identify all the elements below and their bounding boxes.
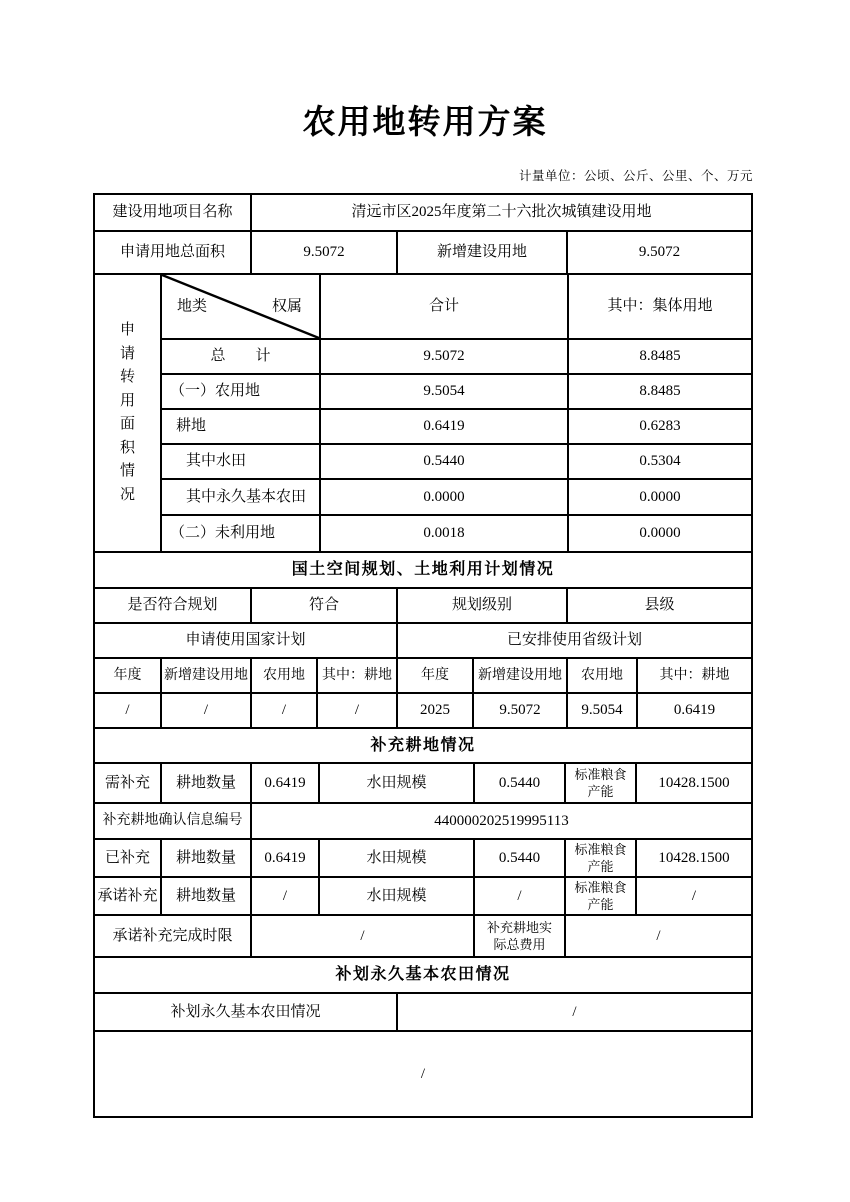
transfer-collective-value: 8.8485 (639, 383, 681, 400)
plan-col-new-land: 新增建设用地 (474, 659, 568, 692)
plan-col-agri: 农用地 (568, 659, 638, 692)
row-project-name (95, 195, 751, 232)
grain-capacity-label: 标准粮食产能 (566, 878, 637, 914)
transfer-row-grand-total (162, 340, 751, 375)
qty-label: 耕地数量 (162, 764, 252, 802)
transfer-total-value: 0.5440 (321, 445, 569, 478)
col-header-collective: 其中：集体用地 (607, 298, 713, 315)
transfer-header-row (162, 275, 751, 340)
transfer-label: （二）未利用地 (162, 516, 321, 551)
document-title: 农用地转用方案 (302, 105, 548, 141)
measurement-unit-note: 计量单位：公顷、公斤、公里、个、万元 (518, 169, 753, 183)
transfer-row-agricultural (162, 375, 751, 410)
transfer-collective-value: 8.8485 (639, 348, 681, 365)
plan-value-new-land: 9.5072 (474, 694, 568, 727)
grain-capacity-label: 标准粮食产能 (566, 840, 637, 876)
plan-value-cultivated: 0.6419 (673, 702, 716, 719)
transfer-total-value: 0.0018 (321, 516, 569, 551)
transfer-label: 其中水田 (162, 445, 321, 478)
confirm-number-label: 补充耕地确认信息编号 (95, 804, 252, 838)
transfer-collective-value: 0.6283 (639, 418, 681, 435)
transfer-collective-value: 0.0000 (639, 525, 681, 542)
conform-label: 是否符合规划 (95, 589, 252, 622)
farmland-note-value: / (420, 1065, 426, 1082)
transfer-collective-value: 0.0000 (639, 488, 681, 505)
row-total-area (95, 232, 751, 275)
grain-capacity-value: 10428.1500 (658, 774, 730, 791)
supplement-row-name: 需补充 (95, 764, 162, 802)
plan-level-value: 县级 (644, 597, 675, 614)
transfer-row-paddy (162, 445, 751, 480)
farmland-status-value: / (572, 1003, 577, 1020)
plan-col-year: 年度 (398, 659, 474, 692)
paddy-label: 水田规模 (320, 878, 475, 914)
farmland-status-label: 补划永久基本农田情况 (95, 994, 398, 1030)
transfer-total-value: 0.0000 (321, 480, 569, 514)
qty-value: 0.6419 (252, 840, 320, 876)
plan-col-cultivated: 其中：耕地 (318, 659, 398, 692)
transfer-side-label: 申请转用面积情况 (95, 275, 162, 551)
plan-value-year: 2025 (398, 694, 474, 727)
plan-col-new-land: 新增建设用地 (162, 659, 252, 692)
grain-capacity-value: 10428.1500 (658, 849, 730, 866)
plan-value: / (95, 694, 162, 727)
farmland-section-title: 补划永久基本农田情况 (335, 966, 511, 983)
row-plan-conformity (95, 589, 751, 624)
plan-col-year: 年度 (95, 659, 162, 692)
deadline-label: 承诺补充完成时限 (95, 916, 252, 956)
col-header-total: 合计 (321, 275, 569, 338)
row-supplement-promised (95, 878, 751, 916)
diagonal-header-cell (162, 275, 321, 338)
paddy-value: 0.5440 (475, 840, 566, 876)
row-supplement-confirm-number (95, 804, 751, 840)
diag-label-ownership: 权属 (271, 298, 302, 315)
qty-value: / (252, 878, 320, 914)
provincial-plan-header: 已安排使用省级计划 (506, 632, 642, 649)
planning-section-title: 国土空间规划、土地利用计划情况 (291, 561, 555, 578)
qty-value: 0.6419 (252, 764, 320, 802)
row-plan-split-headers (95, 624, 751, 659)
transfer-row-unused (162, 516, 751, 551)
transfer-label: 耕地 (162, 410, 321, 443)
row-plan-values (95, 694, 751, 729)
transfer-label: （一）农用地 (162, 375, 321, 408)
supplement-row-name: 已补充 (95, 840, 162, 876)
transfer-collective-value: 0.5304 (639, 453, 681, 470)
confirm-number-value: 440000202519995113 (434, 812, 569, 829)
paddy-value: 0.5440 (475, 764, 566, 802)
paddy-label: 水田规模 (320, 764, 475, 802)
actual-cost-label: 补充耕地实际总费用 (475, 916, 566, 956)
row-farmland-status (95, 994, 751, 1032)
new-construction-label: 新增建设用地 (398, 232, 568, 273)
project-name-label: 建设用地项目名称 (95, 195, 252, 230)
new-construction-value: 9.5072 (638, 244, 681, 261)
plan-level-label: 规划级别 (398, 589, 568, 622)
plan-col-agri: 农用地 (252, 659, 318, 692)
row-plan-column-headers (95, 659, 751, 694)
transfer-row-cultivated (162, 410, 751, 445)
national-plan-header: 申请使用国家计划 (95, 624, 398, 657)
transfer-total-value: 9.5072 (321, 340, 569, 373)
project-name-value: 清远市区2025年度第二十六批次城镇建设用地 (351, 204, 652, 221)
row-supplement-needed (95, 764, 751, 804)
deadline-value: / (252, 916, 475, 956)
transfer-row-permanent-farmland (162, 480, 751, 516)
total-area-value: 9.5072 (252, 232, 398, 273)
transfer-total-value: 0.6419 (321, 410, 569, 443)
grain-capacity-value: / (691, 887, 697, 904)
plan-value-agri: 9.5054 (568, 694, 638, 727)
transfer-label: 其中永久基本农田 (162, 480, 321, 514)
actual-cost-value: / (656, 927, 661, 944)
diag-label-landtype: 地类 (177, 298, 208, 315)
plan-value: / (318, 694, 398, 727)
grain-capacity-label: 标准粮食产能 (566, 764, 637, 802)
plan-value: / (252, 694, 318, 727)
qty-label: 耕地数量 (162, 878, 252, 914)
total-area-label: 申请用地总面积 (95, 232, 252, 273)
transfer-label: 总 计 (162, 340, 321, 373)
transfer-area-section (95, 275, 751, 553)
qty-label: 耕地数量 (162, 840, 252, 876)
row-supplement-deadline (95, 916, 751, 958)
land-conversion-form-table (93, 193, 753, 1118)
plan-value: / (162, 694, 252, 727)
transfer-total-value: 9.5054 (321, 375, 569, 408)
supplement-section-title: 补充耕地情况 (370, 736, 476, 754)
farmland-section-header-row (95, 958, 751, 994)
paddy-label: 水田规模 (320, 840, 475, 876)
row-supplement-done (95, 840, 751, 878)
supplement-section-header-row (95, 729, 751, 764)
supplement-row-name: 承诺补充 (95, 878, 162, 914)
paddy-value: / (475, 878, 566, 914)
planning-section-header-row (95, 553, 751, 589)
plan-col-cultivated: 其中：耕地 (659, 667, 730, 683)
row-farmland-note (95, 1032, 751, 1116)
conform-value: 符合 (252, 589, 398, 622)
